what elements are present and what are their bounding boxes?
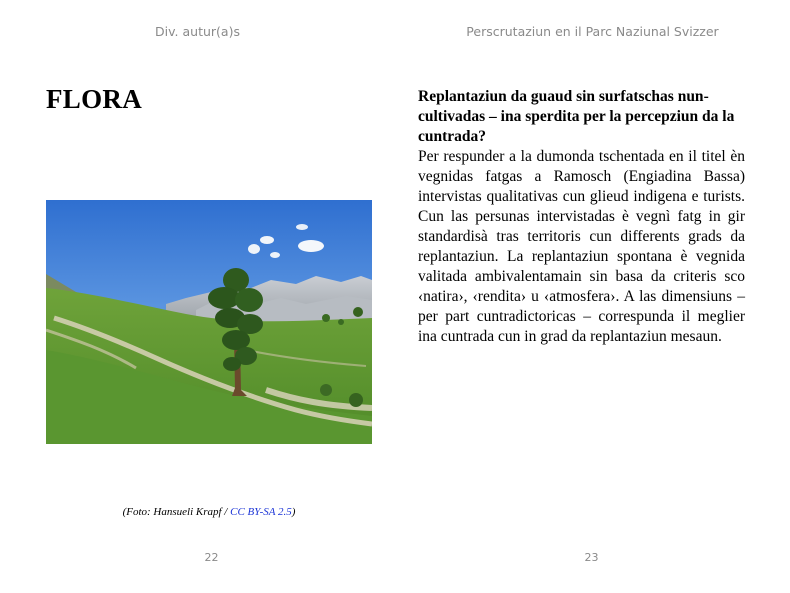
article — [418, 87, 745, 347]
right-page — [395, 0, 790, 593]
article-body: Per respunder a la dumonda tschentada en il titel èn vegnidas fatgas a Ramosch (Engiadina Bassa) intervistas qualitativas cun glieud indigena e turists. Cun las persunas intervistadas è vegnì fatg in gir standardisà tras territoris cun differents grads da replantaziun. La replantaziun spontana è vegnida valitada ambivalentamain sin basa da criteris sco ‹natira›, ‹rendita› u ‹atmosfera›. A las dimensiuns – per part cuntradictoricas – correspunda il meglier ina cuntrada cun in grad da replantaziun mesaun. — [418, 148, 745, 345]
meadow-photo-image — [46, 200, 372, 444]
caption-prefix: (Foto: Hansueli Krapf / — [122, 506, 231, 518]
chapter-title: FLORA — [46, 84, 142, 114]
page-number-left: 22 — [204, 551, 219, 564]
meadow-photo — [46, 200, 372, 444]
photo-caption — [46, 506, 372, 518]
article-heading: Replantaziun da guaud sin surfatschas nuncultivadas – ina sperdita per la percepziun da la cuntrada? — [418, 88, 735, 145]
caption-suffix: ) — [291, 506, 296, 518]
license-link[interactable]: CC BY-SA 2.5 — [230, 506, 292, 518]
page-number-right: 23 — [584, 551, 599, 564]
running-head-right: Perscrutaziun en il Parc Naziunal Svizzer — [466, 24, 719, 39]
running-head-left: Div. autur(a)s — [155, 24, 240, 39]
